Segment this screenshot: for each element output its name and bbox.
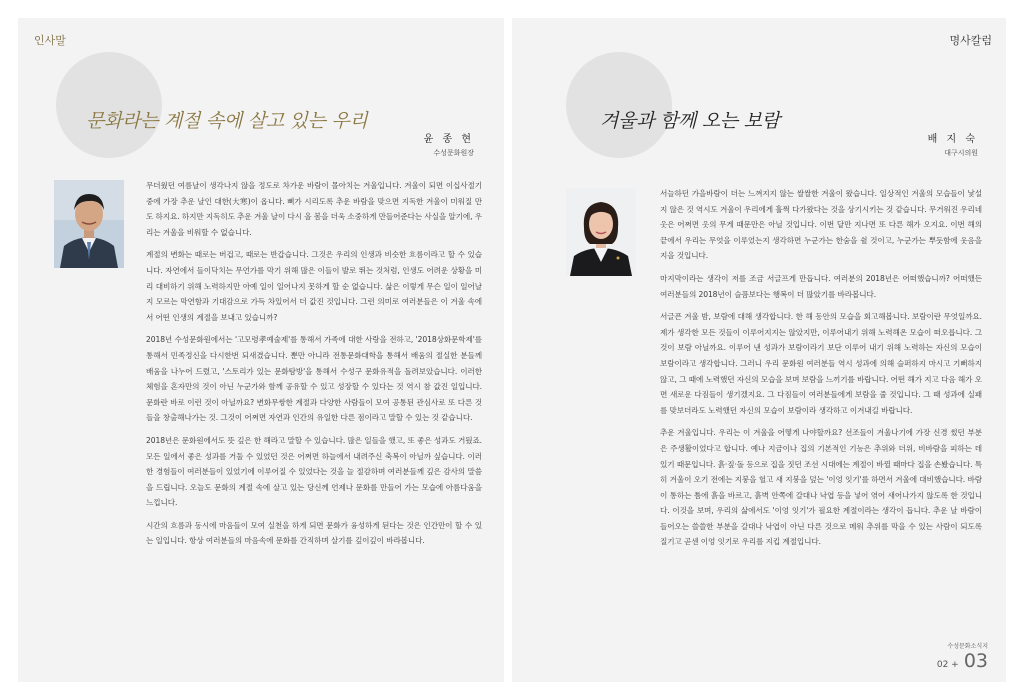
decorative-circle xyxy=(56,52,162,158)
page-number: 03 xyxy=(963,650,988,672)
article-title: 문화라는 계절 속에 살고 있는 우리 xyxy=(86,110,368,132)
author-block xyxy=(928,130,978,158)
decorative-circle xyxy=(566,52,672,158)
publication-name: 수성문화소식지 xyxy=(947,643,988,650)
article-title: 겨울과 함께 오는 보람 xyxy=(600,110,780,132)
paragraph: 마지막이라는 생각이 저를 조금 서글프게 만듭니다. 여러분의 2018년은 어떠했습니까? 어떠했든 여러분들의 2018년이 슬픔보다는 행복이 더 많았기를 바라봅니다. xyxy=(660,273,982,299)
author-role: 대구시의원 xyxy=(944,149,978,157)
portrait-woman-image xyxy=(566,188,636,276)
left-page xyxy=(18,18,504,682)
section-label: 명사칼럼 xyxy=(949,34,992,47)
article-body xyxy=(660,186,982,557)
portrait-man-image xyxy=(54,180,124,268)
author-photo xyxy=(566,188,636,276)
article-body xyxy=(146,178,482,556)
page-range: 02 + xyxy=(936,660,959,670)
page-footer xyxy=(937,641,988,672)
paragraph: 추운 겨울입니다. 우리는 이 겨울을 어떻게 나야할까요? 선조들이 겨울나기에 가장 신경 썼던 부분은 주생활이었다고 합니다. 예나 지금이나 집의 기본적인 기능은 추위와 더위, 비바람을 피하는 데 있기 때문입니다. 흙·짚·돌 등으로 집을 짓던 조선 시대에는 계절이 바뀔 때마다 집을 손봤습니다. 특히 겨울이 오기 전에는 지붕을 헐고 새 지붕을 덮는 '이엉 잇기'를 하면서 겨울에 대비했습니다. 바람이 통하는 틈에 흙을 바르고, 흙벽 안쪽에 갈대나 낙엽 등을 넣어 엮어 새어나가지 않도록 한 것입니다. 이것을 보며, 우리의 삶에서도 '이엉 잇기'가 필요한 계절이라는 생각이 듭니다. 추운 날 바람이 들어오는 쓸쓸한 부분을 갈대나 낙엽이 아닌 다른 것으로 메워 추위를 막을 수 있는 사람이 되도록 질기고 곧센 이엉 잇기로 우리를 지킵 계절입니다. xyxy=(660,428,982,547)
paragraph: 2018년은 문화원에서도 뜻 깊은 한 해라고 말할 수 있습니다. 많은 일들을 했고, 또 좋은 성과도 거뒀죠. 모든 일에서 좋은 성과를 거둘 수 있었던 것은 어쩌면 하늘에서 내려주신 축복이 아닐까 싶습니다. 이러한 경험들이 여러분들이 있었기에 이루어질 수 있었다는 것을 늘 절감하며 여러분들께 깊은 감사의 말씀을 드립니다. 오늘도 문화의 계절 속에 살고 있는 당신께 언제나 문화를 만들어 가는 모습에 아름다움을 느낍니다. xyxy=(146,435,482,508)
paragraph: 시간의 흐름과 동시에 마음들이 모여 실천을 하게 되면 문화가 융성하게 된다는 것은 인간만이 할 수 있는 일입니다. 항상 여러분들의 마음속에 문화를 간직하며 살기를 깊이깊이 바라봅니다. xyxy=(146,520,482,546)
paragraph: 2018년 수성문화원에서는 '고모령孝예술제'를 통해서 가족에 대한 사랑을 전하고, '2018상화문학제'를 통해서 민족정신을 다시한번 되새겼습니다. 뿐만 아니라 전통문화대학을 통해서 배움의 절실한 분들께 배움을 나누어 드렸고, '스토리가 있는 문화탐방'을 통해서 수성구 문화유적을 돌려보았습니다. 이러한 체험을 혼자만의 것이 아닌 누군가와 함께 공유할 수 있고 성장할 수 있다는 것 역시 참 값진 일입니다. 문화란 바로 이런 것이 아닐까요? 변화무쌍한 계절과 다양한 사람들이 모여 공통된 관심사로 또 다른 것들을 창출해나가는 것. 그것이 어쩌면 자연과 인간의 유일한 다른 점이라고 말할 수 있는 것 같습니다. xyxy=(146,335,482,423)
author-photo xyxy=(54,180,124,268)
author-block xyxy=(424,130,474,158)
author-name: 윤 종 현 xyxy=(423,134,474,145)
paragraph: 무더웠던 여름날이 생각나지 않을 정도로 차가운 바람이 몰아치는 겨울입니다. 겨울이 되면 이십사절기 중에 가장 추운 날인 대한(大寒)이 옵니다. 뼈가 시리도록 추운 바람을 맞으면 지독한 겨울이 미워질 만도 하지요. 하지만 지독히도 추운 겨울 날이 다시 올 봄을 더욱 소중하게 만들어준다는 사실을 알기에, 우리는 겨울을 비워할 수 없습니다. xyxy=(146,181,482,237)
right-page xyxy=(512,18,1006,682)
section-label: 인사말 xyxy=(34,34,66,47)
paragraph: 서늘하던 가을바람이 더는 느껴지지 않는 쌀쌀한 겨울이 왔습니다. 일상적인 겨울의 모습들이 낯설지 않은 것 역시도 겨울이 우리에게 훌쩍 다가왔다는 것을 상기시키는 것 같습니다. 무거워진 우리네 옷은 어쩌면 옷의 무게 때문만은 아닐 것입니다. 이번 달만 지나면 또 다른 해가 오지요. 이번 해의 끝에서 우리는 무엇을 이루었는지 생각하면 누군가는 한숨을 쉴 것이고, 누군가는 뿌듯함에 웃음을 지을 것입니다. xyxy=(660,189,982,261)
author-name: 배 지 숙 xyxy=(927,134,978,145)
author-role: 수성문화원장 xyxy=(433,149,474,157)
paragraph: 서글픈 겨울 밤, 보람에 대해 생각합니다. 한 해 동안의 모습을 회고해봅니다. 보람이란 무엇일까요. 제가 생각한 모든 것들이 이루어지지는 않았지만, 이루어내기 위해 노력해온 모습이 떠오릅니다. 그것이 보람 아닐까요. 이루어 낸 성과가 보람이라기 보단 이루어 내기 위해 노력하는 자신의 모습이 보람이라고 생각합니다. 그러니 우리 문화원 여러분들 역시 성과에 의해 슬퍼하지 마시고 기뻐하지 않고, 그 때에 노력했던 자신의 모습을 보며 보람을 느끼기를 바랍니다. 어떤 해가 지고 다음 해가 오면 새로운 다짐들이 생기겠지요. 그 다짐들이 여러분들에게 보람을 줄 것입니다. 그 때 성과에 실패를 맞보더라도 노력했던 자신의 모습이 보람이라 생각하고 이겨내길 바랍니다. xyxy=(660,312,982,415)
paragraph: 계절의 변화는 때로는 버겁고, 때로는 반갑습니다. 그것은 우리의 인생과 비슷한 흐름이라고 할 수 있습니다. 자연에서 들이닥치는 무언가를 막기 위해 많은 이들이 발로 뛰는 것처럼, 인생도 어려운 상황을 미리 대비하기 위해 노력하지만 아예 일이 일어나지 못하게 할 순 없습니다. 삶은 이렇게 무슨 일이 일어날지 모르는 막연함과 기대감으로 가득 차있어서 더 값진 것입니다. 그런 의미로 여러분들은 이 겨울 속에서 어떤 인생의 계절을 보내고 있습니까? xyxy=(146,250,482,322)
